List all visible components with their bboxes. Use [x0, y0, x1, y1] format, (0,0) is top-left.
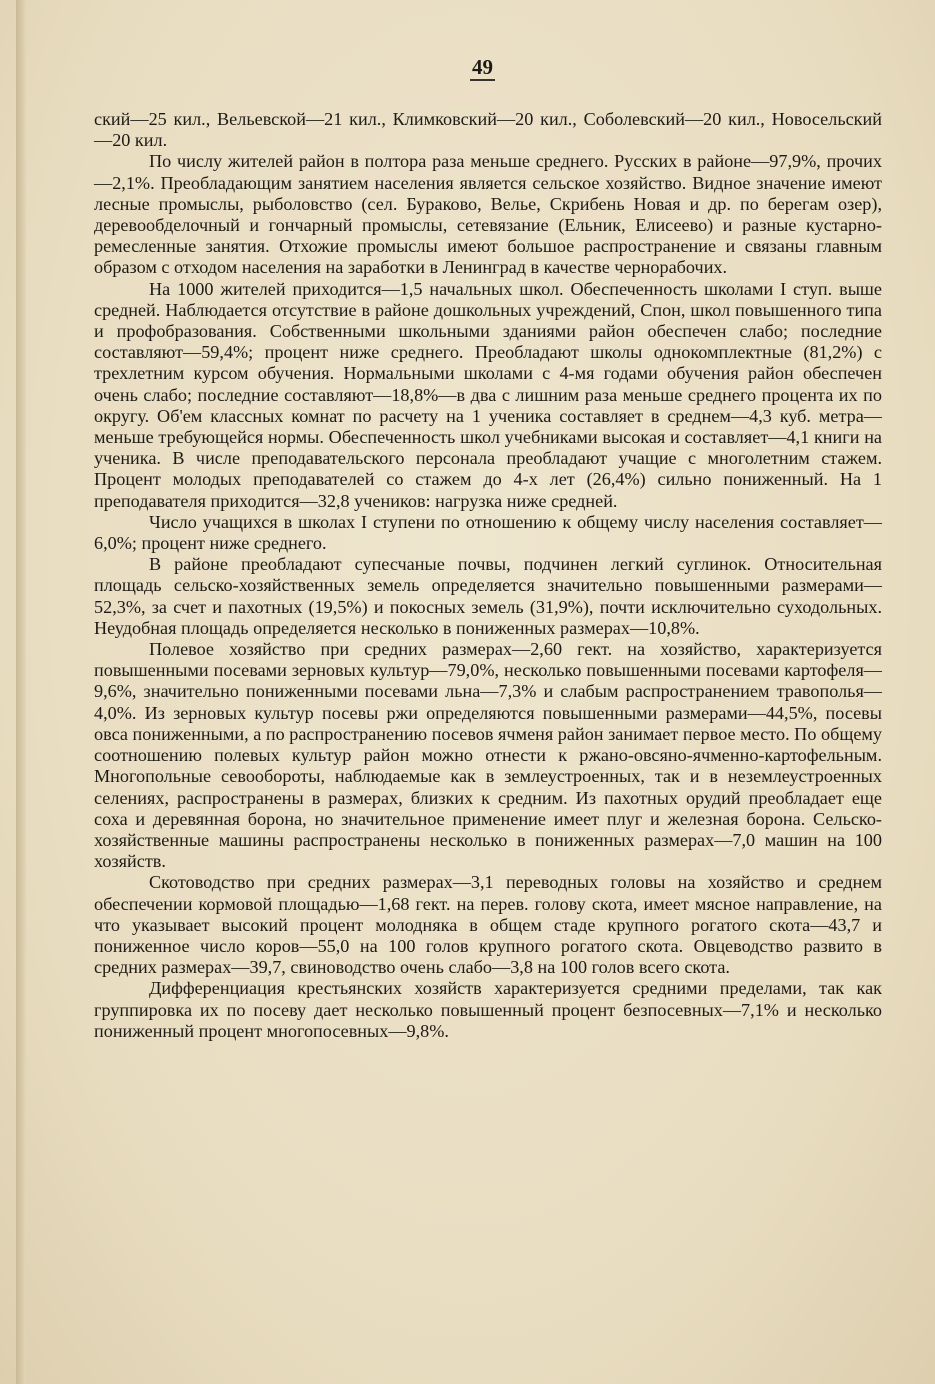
paragraph-field-farming: Полевое хозяйство при средних размерах—2,60 гект. на хозяйство, характеризуется повышенными посевами зерновых культур—79,0%, несколько повышенными посевами картофеля—9,6%, значительно пониженными посевами льна—7,3% и слабым распространением травополья—4,0%. Из зерновых культур посевы ржи определяются повышенными размерами—44,5%, посевы овса пониженными, а по распространению посевов ячменя район занимает первое место. По общему соотношению полевых культур район можно отнести к ржано-овсяно-ячменно-картофельным. Многопольные севообороты, наблюдаемые как в землеустроенных, так и в неземлеустроенных селениях, распространены в размерах, близких к средним. Из пахотных орудий преобладает еще соха и деревянная борона, но значительное применение имеет плуг и железная борона. Сельско-хозяйственные машины распространены несколько в пониженных размерах—7,0 машин на 100 хозяйств.: [94, 639, 882, 872]
page-number: 49: [470, 56, 495, 81]
paragraph-soils: В районе преобладают супесчаные почвы, подчинен легкий суглинок. Относительная площадь сельско-хозяйственных земель определяется значительно повышенными размерами—52,3%, за счет и пахотных (19,5%) и покосных земель (31,9%), почти исключительно суходольных. Неудобная площадь определяется несколько в пониженных размерах—10,8%.: [94, 554, 882, 638]
paragraph-continuation: ский—25 кил., Вельевской—21 кил., Климковский—20 кил., Соболевский—20 кил., Новосельский—20 кил.: [94, 109, 882, 151]
paragraph-students: Число учащихся в школах I ступени по отношению к общему числу населения составляет—6,0%; процент ниже среднего.: [94, 511, 882, 554]
body-text: [94, 109, 882, 1042]
paragraph-differentiation: Дифференциация крестьянских хозяйств характеризуется средними пределами, так как группировка их по посеву дает несколько повышенный процент безпосевных—7,1% и несколько пониженный процент многопосевных—9,8%.: [94, 978, 882, 1041]
paragraph-livestock: Скотоводство при средних размерах—3,1 переводных головы на хозяйство и среднем обеспечении кормовой площадью—1,68 гект. на перев. голову скота, имеет мясное направление, на что указывает высокий процент молодняка в общем стаде крупного рогатого скота—43,7 и пониженное число коров—55,0 на 100 голов крупного рогатого скота. Овцеводство развито в средних размерах—39,7, свиноводство очень слабо—3,8 на 100 голов всего скота.: [94, 872, 882, 978]
paragraph-population: По числу жителей район в полтора раза меньше среднего. Русских в районе—97,9%, прочих—2,1%. Преобладающим занятием населения является сельское хозяйство. Видное значение имеют лесные промыслы, рыболовство (сел. Бураково, Велье, Скрибень Новая и др. по берегам озер), деревообделочный и гончарный промыслы, сетевязание (Ельник, Елисеево) и разные кустарно-ремесленные занятия. Отхожие промыслы имеют большое распространение и связаны главным образом с отходом населения на заработки в Ленинград в качестве чернорабочих.: [94, 151, 882, 278]
page-fold-shadow: [16, 0, 26, 1384]
paragraph-schools: На 1000 жителей приходится—1,5 начальных школ. Обеспеченность школами I ступ. выше средней. Наблюдается отсутствие в районе дошкольных учреждений, Спон, школ повышенного типа и профобразования. Собственными школьными зданиями район обеспечен слабо; последние составляют—59,4%; процент ниже среднего. Преобладают школы однокомплектные (81,2%) с трехлетним курсом обучения. Нормальными школами с 4-мя годами обучения район обеспечен очень слабо; последние составляют—18,8%—в два с лишним раза меньше среднего процента их по округу. Об'ем классных комнат по расчету на 1 ученика составляет в среднем—4,3 куб. метра—меньше требующейся нормы. Обеспеченность школ учебниками высокая и составляет—4,1 книги на ученика. В числе преподавательского персонала преобладают учащие с многолетним стажем. Процент молодых преподавателей со стажем до 4-х лет (26,4%) сильно пониженный. На 1 преподавателя приходится—32,8 учеников: нагрузка ниже средней.: [94, 278, 882, 511]
